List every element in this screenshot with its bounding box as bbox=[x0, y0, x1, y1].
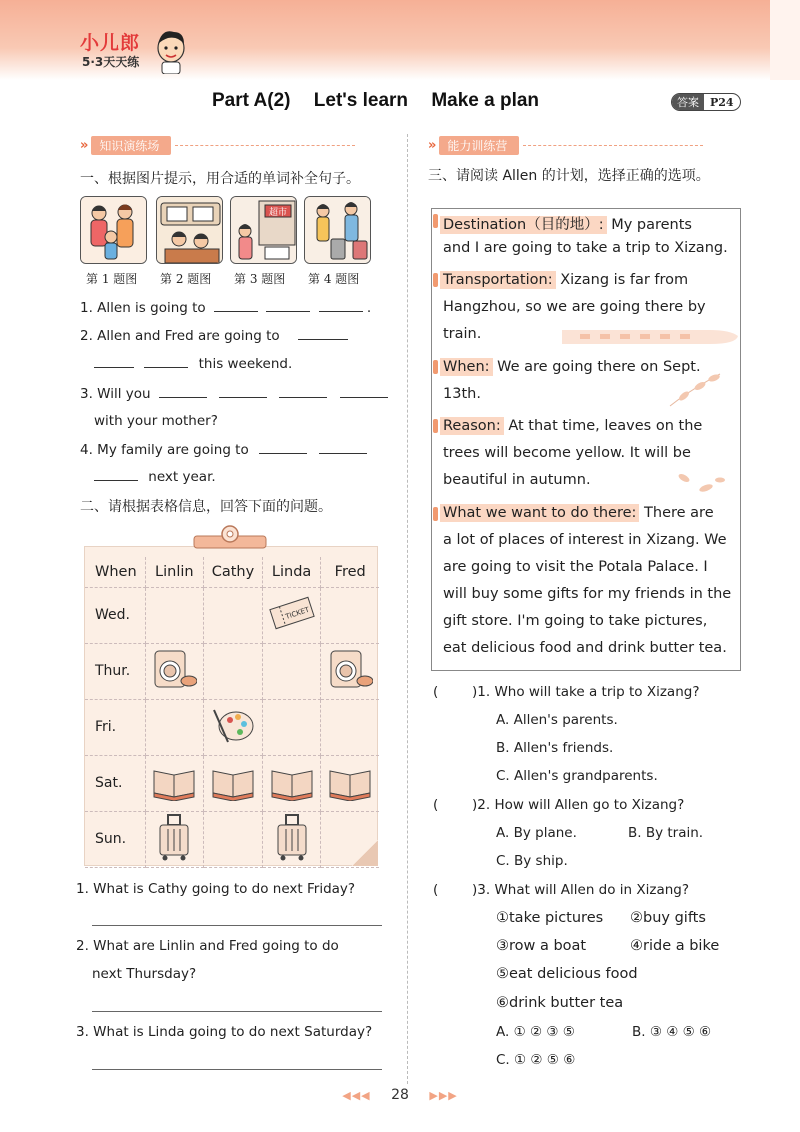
brand-series: 5·3天天练 bbox=[82, 55, 140, 69]
table-cell bbox=[321, 587, 379, 643]
table-cell bbox=[321, 755, 379, 811]
page-number: 28 bbox=[391, 1087, 409, 1103]
table-cell bbox=[204, 811, 263, 867]
fill-question-2-line2 bbox=[94, 356, 292, 372]
open-book-icon bbox=[209, 761, 257, 801]
table-header-row bbox=[85, 557, 379, 587]
reading-line: train. bbox=[443, 326, 482, 342]
mc3-item-1: ①take pictures bbox=[496, 910, 604, 926]
fill-question-1: 1. Allen is going to . bbox=[80, 300, 372, 316]
answer-page: P24 bbox=[710, 95, 734, 109]
fill-question-4-text: 4. My family are going to bbox=[80, 442, 249, 458]
reading-line: eat delicious food and drink butter tea. bbox=[443, 640, 727, 656]
blank[interactable] bbox=[159, 386, 207, 398]
reading-text: At that time, leaves on the bbox=[508, 418, 703, 434]
mc3-item-2: ②buy gifts bbox=[630, 910, 706, 926]
reading-line: and I are going to take a trip to Xizang. bbox=[443, 240, 728, 256]
blank[interactable] bbox=[94, 356, 134, 368]
train-decoration-icon bbox=[560, 326, 740, 348]
table-cell bbox=[321, 643, 379, 699]
part1-heading: 一、根据图片提示，用合适的单词补全句子。 bbox=[80, 171, 360, 187]
pic-caption-1: 第 1 题图 bbox=[86, 272, 138, 286]
answer-label: 答案 bbox=[672, 94, 704, 110]
answer-line[interactable] bbox=[92, 1069, 382, 1070]
day-cell: Fri. bbox=[85, 699, 145, 755]
mascot-boy-icon bbox=[154, 26, 188, 74]
mc2-option-b: B. By train. bbox=[628, 825, 704, 841]
fill-question-1-text: 1. Allen is going to bbox=[80, 300, 206, 316]
mc2-answer-paren[interactable]: ( bbox=[433, 797, 439, 813]
reading-line: trees will become yellow. It will be bbox=[443, 445, 691, 461]
column-divider bbox=[407, 134, 408, 1084]
answer-line[interactable] bbox=[92, 1011, 382, 1012]
table-header-cell: Linlin bbox=[145, 557, 204, 587]
table-question-2: 2. What are Linlin and Fred going to do bbox=[76, 938, 339, 954]
suitcase-icon bbox=[154, 813, 194, 861]
table-cell bbox=[145, 699, 204, 755]
open-book-icon bbox=[268, 761, 316, 801]
table-header-cell: Cathy bbox=[204, 557, 263, 587]
mc3-item-6: ⑥drink butter tea bbox=[496, 995, 624, 1011]
table-cell bbox=[204, 699, 263, 755]
fill-question-4-line2 bbox=[94, 469, 216, 485]
mc3-item-4: ④ride a bike bbox=[630, 938, 720, 954]
bullet-marker bbox=[433, 273, 438, 287]
table-header-cell: When bbox=[85, 557, 145, 587]
washing-machine-icon bbox=[151, 647, 197, 691]
part3-heading: 三、请阅读 Allen 的计划，选择正确的选项。 bbox=[428, 168, 710, 184]
picture-1-family bbox=[80, 196, 147, 264]
reading-line bbox=[443, 272, 688, 288]
fill-question-4 bbox=[80, 442, 367, 458]
day-cell: Sat. bbox=[85, 755, 145, 811]
reading-text: My parents bbox=[611, 217, 692, 233]
mc1-option-a: A. Allen's parents. bbox=[496, 712, 618, 728]
mc3-option-c: C. ① ② ⑤ ⑥ bbox=[496, 1052, 576, 1068]
reading-line: 13th. bbox=[443, 386, 481, 402]
mc2-option-c: C. By ship. bbox=[496, 853, 568, 869]
schedule-table bbox=[85, 557, 379, 868]
answer-line[interactable] bbox=[92, 925, 382, 926]
mc3-item-3: ③row a boat bbox=[496, 938, 587, 954]
blank[interactable] bbox=[266, 300, 310, 312]
title-topic: Make a plan bbox=[431, 90, 540, 111]
picture-2-train bbox=[156, 196, 223, 264]
table-cell bbox=[145, 755, 204, 811]
supermarket-picture-icon bbox=[231, 197, 297, 264]
table-header-cell: Fred bbox=[321, 557, 379, 587]
table-cell bbox=[262, 755, 321, 811]
table-row bbox=[85, 643, 379, 699]
table-cell bbox=[262, 587, 321, 643]
reason-label: Reason: bbox=[440, 417, 504, 435]
destination-label: Destination（目的地）: bbox=[440, 216, 607, 234]
mc1-option-b: B. Allen's friends. bbox=[496, 740, 614, 756]
section-tag-knowledge bbox=[80, 135, 355, 155]
table-cell bbox=[145, 643, 204, 699]
double-chevron-icon: » bbox=[428, 137, 437, 153]
paint-palette-icon bbox=[210, 704, 256, 746]
table-cell bbox=[204, 755, 263, 811]
table-question-1: 1. What is Cathy going to do next Friday? bbox=[76, 881, 356, 897]
mc3-answer-paren[interactable]: ( bbox=[433, 882, 439, 898]
day-cell: Sun. bbox=[85, 811, 145, 867]
train-trip-picture-icon bbox=[157, 197, 223, 264]
section-tag-label: 知识演练场 bbox=[91, 136, 171, 155]
mc3-item-5: ⑤eat delicious food bbox=[496, 966, 638, 982]
bullet-marker bbox=[433, 419, 438, 433]
bullet-marker bbox=[433, 507, 438, 521]
supermarket-sign: 超市 bbox=[268, 208, 288, 218]
reading-line: gift store. I'm going to take pictures, bbox=[443, 613, 708, 629]
leaves-decoration-icon bbox=[660, 370, 730, 410]
reading-line: will buy some gifts for my friends in the bbox=[443, 586, 732, 602]
pic-caption-3: 第 3 题图 bbox=[234, 272, 286, 286]
blank[interactable] bbox=[298, 328, 348, 340]
blank[interactable] bbox=[144, 356, 188, 368]
table-row bbox=[85, 587, 379, 643]
section-tag-label: 能力训练营 bbox=[439, 136, 519, 155]
reading-text: There are bbox=[644, 505, 714, 521]
mc3-question: )3. What will Allen do in Xizang? bbox=[472, 882, 690, 898]
reading-text: Xizang is far from bbox=[560, 272, 689, 288]
falling-leaves-icon bbox=[672, 470, 728, 498]
part2-heading: 二、请根据表格信息，回答下面的问题。 bbox=[80, 499, 332, 515]
header-edge bbox=[770, 0, 800, 80]
double-chevron-icon: » bbox=[80, 137, 89, 153]
table-row bbox=[85, 811, 379, 867]
pic-caption-4: 第 4 题图 bbox=[308, 272, 360, 286]
ticket-icon bbox=[268, 595, 316, 631]
reading-text: We are going there on Sept. bbox=[497, 359, 701, 375]
blank[interactable] bbox=[279, 386, 327, 398]
fill-question-4-tail: next year. bbox=[148, 469, 216, 485]
reading-line: beautiful in autumn. bbox=[443, 472, 591, 488]
fill-question-3-tail: with your mother? bbox=[94, 413, 218, 429]
mc2-option-a: A. By plane. bbox=[496, 825, 577, 841]
right-arrows-icon: ▶▶▶ bbox=[429, 1089, 458, 1102]
title-learn: Let's learn bbox=[313, 90, 409, 111]
transportation-label: Transportation: bbox=[440, 271, 556, 289]
blank[interactable] bbox=[259, 442, 307, 454]
reading-line bbox=[443, 505, 714, 521]
table-cell bbox=[204, 643, 263, 699]
table-cell bbox=[321, 699, 379, 755]
table-cell bbox=[262, 699, 321, 755]
blank[interactable] bbox=[340, 386, 388, 398]
answer-reference-tag bbox=[671, 93, 741, 111]
day-cell: Thur. bbox=[85, 643, 145, 699]
day-cell: Wed. bbox=[85, 587, 145, 643]
mc3-option-b: B. ③ ④ ⑤ ⑥ bbox=[632, 1024, 712, 1040]
section-tag-ability bbox=[428, 135, 703, 155]
table-header-cell: Linda bbox=[262, 557, 321, 587]
family-picture-icon bbox=[81, 197, 147, 264]
clipboard-clip-icon bbox=[190, 524, 270, 552]
mc1-answer-paren[interactable]: ( bbox=[433, 684, 439, 700]
mc1-question: )1. Who will take a trip to Xizang? bbox=[472, 684, 700, 700]
brand-name: 小儿郎 bbox=[80, 32, 141, 54]
mc3-option-a: A. ① ② ③ ⑤ bbox=[496, 1024, 575, 1040]
table-cell bbox=[145, 587, 204, 643]
reading-line bbox=[443, 213, 692, 234]
reading-line: are going to visit the Potala Palace. I bbox=[443, 559, 708, 575]
blank[interactable] bbox=[319, 442, 367, 454]
mc1-option-c: C. Allen's grandparents. bbox=[496, 768, 658, 784]
bullet-marker bbox=[433, 214, 438, 228]
table-cell bbox=[262, 643, 321, 699]
blank[interactable] bbox=[219, 386, 267, 398]
fill-question-2-tail: this weekend. bbox=[198, 356, 293, 372]
bullet-marker bbox=[433, 360, 438, 374]
reading-line bbox=[443, 418, 702, 434]
travel-family-picture-icon bbox=[305, 197, 371, 264]
picture-3-supermarket bbox=[230, 196, 297, 264]
open-book-icon bbox=[326, 761, 374, 801]
washing-machine-icon bbox=[327, 647, 373, 691]
fill-question-3-text: 3. Will you bbox=[80, 386, 151, 402]
table-row bbox=[85, 699, 379, 755]
left-arrows-icon: ◀◀◀ bbox=[342, 1089, 371, 1102]
fill-question-2-text: 2. Allen and Fred are going to bbox=[80, 328, 280, 344]
table-question-2-tail: next Thursday? bbox=[92, 966, 197, 982]
reading-line bbox=[443, 359, 701, 375]
page-curl bbox=[352, 840, 378, 866]
fill-question-2 bbox=[80, 328, 348, 344]
ticket-label: TICKET bbox=[284, 605, 310, 621]
mc2-question: )2. How will Allen go to Xizang? bbox=[472, 797, 685, 813]
open-book-icon bbox=[150, 761, 198, 801]
table-question-3: 3. What is Linda going to do next Saturday? bbox=[76, 1024, 373, 1040]
table-cell bbox=[262, 811, 321, 867]
blank[interactable] bbox=[319, 300, 363, 312]
schedule-table-card bbox=[84, 546, 378, 866]
blank[interactable] bbox=[214, 300, 258, 312]
table-row bbox=[85, 755, 379, 811]
section-tag-line bbox=[523, 145, 703, 146]
page-footer bbox=[0, 1087, 800, 1103]
reading-line: Hangzhou, so we are going there by bbox=[443, 299, 706, 315]
fill-question-3 bbox=[80, 386, 388, 402]
blank[interactable] bbox=[94, 469, 138, 481]
table-cell bbox=[204, 587, 263, 643]
section-tag-line bbox=[175, 145, 355, 146]
reading-line: a lot of places of interest in Xizang. We bbox=[443, 532, 727, 548]
when-label: When: bbox=[440, 358, 493, 376]
suitcase-icon bbox=[272, 813, 312, 861]
title-part: Part A(2) bbox=[212, 90, 291, 111]
what-we-want-label: What we want to do there: bbox=[440, 504, 639, 522]
pic-caption-2: 第 2 题图 bbox=[160, 272, 212, 286]
table-cell bbox=[145, 811, 204, 867]
page-title bbox=[212, 90, 557, 112]
brand-logo bbox=[74, 26, 192, 74]
picture-4-travel bbox=[304, 196, 371, 264]
